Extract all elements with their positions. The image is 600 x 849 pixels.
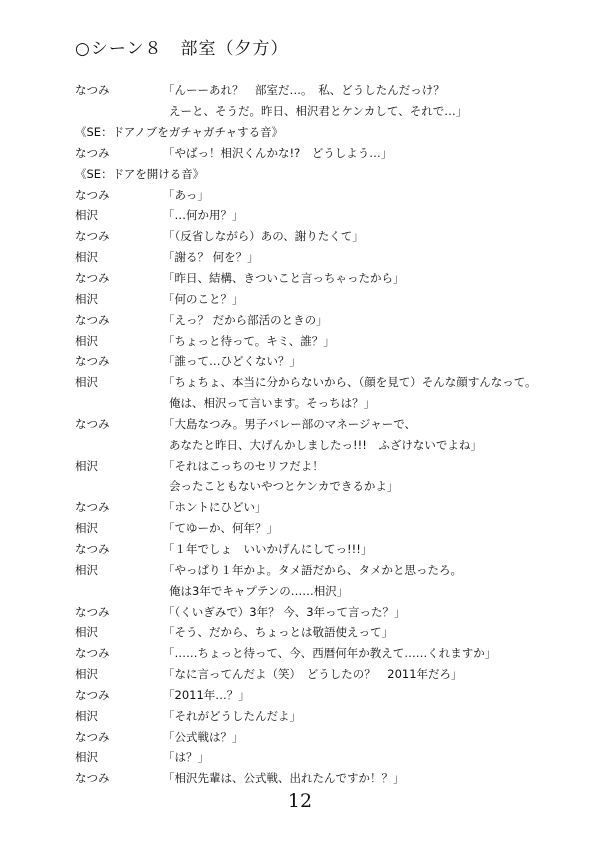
dialogue-text: 「誰って…ひどくない？」 [163, 354, 301, 369]
sound-effect-text: 《SE：ドアノブをガチャガチャする音》 [75, 125, 284, 140]
dialogue-row [75, 205, 585, 226]
speaker-name: なつみ [75, 729, 110, 744]
speaker-name: なつみ [75, 541, 110, 556]
dialogue-text: 「あっ」 [163, 187, 209, 202]
speaker-name: 相沢 [75, 291, 98, 306]
dialogue-row [75, 393, 585, 414]
speaker-name: 相沢 [75, 562, 98, 577]
dialogue-text: 「そう、だから、ちょっとは敬語使えって」 [163, 625, 393, 640]
dialogue-text: えーと、そうだ。昨日、相沢君とケンカして、それで…」 [169, 104, 468, 119]
dialogue-text: 「謝る？ 何を？」 [163, 250, 259, 265]
dialogue-text: 「相沢先輩は、公式戦、出れたんですか！？」 [163, 771, 405, 786]
dialogue-row [75, 643, 585, 664]
dialogue-text: 「（くいぎみで）3年？ 今、3年って言った？」 [163, 604, 406, 619]
dialogue-text: 「んーーあれ？ 部室だ…。 私、どうしたんだっけ？ [163, 83, 445, 98]
dialogue-text: 「やっぱり１年かよ。タメ語だから、タメかと思ったろ。 [163, 562, 462, 577]
dialogue-row [75, 518, 585, 539]
dialogue-text: 「それがどうしたんだよ」 [163, 708, 301, 723]
dialogue-row [75, 455, 585, 476]
speaker-name: 相沢 [75, 667, 98, 682]
speaker-name: 相沢 [75, 521, 98, 536]
dialogue-text: 「なに言ってんだよ（笑） どうしたの？ 2011年だろ」 [163, 667, 463, 682]
dialogue-row [75, 288, 585, 309]
dialogue-row [75, 434, 585, 455]
speaker-name: なつみ [75, 229, 110, 244]
dialogue-text: 「大島なつみ。男子バレー部のマネージャーで、 [163, 416, 416, 431]
dialogue-row [75, 101, 585, 122]
dialogue-row [75, 184, 585, 205]
speaker-name: 相沢 [75, 458, 98, 473]
dialogue-text: 俺は、相沢って言います。そっちは？」 [169, 396, 376, 411]
dialogue-text: 「何のこと？」 [163, 291, 244, 306]
speaker-name: なつみ [75, 500, 110, 515]
speaker-name: なつみ [75, 83, 110, 98]
dialogue-text: 「……ちょっと待って、今、西暦何年か教えて……くれますか」 [163, 646, 497, 661]
speaker-name: なつみ [75, 271, 110, 286]
speaker-name: なつみ [75, 187, 110, 202]
scene-heading: ○シーン８ 部室（夕方） [75, 39, 289, 59]
dialogue-row [75, 309, 585, 330]
speaker-name: なつみ [75, 416, 110, 431]
dialogue-row [75, 414, 585, 435]
page-number: 12 [287, 790, 313, 812]
dialogue-text: 「…何か用？」 [163, 208, 244, 223]
speaker-name: 相沢 [75, 208, 98, 223]
dialogue-row [75, 726, 585, 747]
speaker-name: 相沢 [75, 708, 98, 723]
dialogue-row [75, 330, 585, 351]
dialogue-row [75, 580, 585, 601]
dialogue-text: 「公式戦は？」 [163, 729, 244, 744]
dialogue-row [75, 247, 585, 268]
sound-effect-text: 《SE：ドアを開ける音》 [75, 166, 205, 181]
dialogue-text: 会ったこともないやつとケンカできるかよ」 [169, 479, 399, 494]
dialogue-text: 「ちょっと待って。キミ、誰？」 [163, 333, 335, 348]
dialogue-text: 「2011年…？」 [163, 687, 250, 702]
dialogue-row [75, 684, 585, 705]
sound-effect-row [75, 122, 585, 143]
speaker-name: なつみ [75, 687, 110, 702]
dialogue-row [75, 497, 585, 518]
dialogue-row [75, 143, 585, 164]
dialogue-row [75, 226, 585, 247]
dialogue-row [75, 768, 585, 789]
dialogue-row [75, 664, 585, 685]
dialogue-text: 「ホントにひどい」 [163, 500, 267, 515]
speaker-name: なつみ [75, 604, 110, 619]
dialogue-text: 「（反省しながら）あの、謝りたくて」 [163, 229, 364, 244]
dialogue-row [75, 80, 585, 101]
script-body [75, 80, 585, 789]
dialogue-text: 「それはこっちのセリフだよ！ [163, 458, 324, 473]
dialogue-row [75, 747, 585, 768]
dialogue-text: 「やばっ！相沢くんかな!? どうしよう…」 [163, 145, 393, 160]
speaker-name: 相沢 [75, 625, 98, 640]
dialogue-text: 俺は3年でキャプテンの……相沢」 [169, 583, 349, 598]
dialogue-text: 「てゆーか、何年？」 [163, 521, 278, 536]
dialogue-text: 「１年でしょ いいかげんにしてっ!!!」 [163, 541, 373, 556]
speaker-name: 相沢 [75, 750, 98, 765]
dialogue-row [75, 539, 585, 560]
dialogue-text: 「昨日、結構、きついこと言っちゃったから」 [163, 271, 405, 286]
dialogue-row [75, 268, 585, 289]
speaker-name: なつみ [75, 312, 110, 327]
speaker-name: なつみ [75, 354, 110, 369]
dialogue-text: あなたと昨日、大げんかしましたっ!!! ふざけないでよね」 [169, 437, 482, 452]
speaker-name: なつみ [75, 145, 110, 160]
dialogue-row [75, 372, 585, 393]
dialogue-row [75, 622, 585, 643]
speaker-name: なつみ [75, 771, 110, 786]
dialogue-row [75, 559, 585, 580]
dialogue-row [75, 476, 585, 497]
sound-effect-row [75, 163, 585, 184]
dialogue-text: 「えっ？ だから部活のときの」 [163, 312, 328, 327]
dialogue-row [75, 705, 585, 726]
speaker-name: 相沢 [75, 250, 98, 265]
speaker-name: 相沢 [75, 375, 98, 390]
dialogue-row [75, 601, 585, 622]
dialogue-text: 「は？」 [163, 750, 209, 765]
speaker-name: なつみ [75, 646, 110, 661]
speaker-name: 相沢 [75, 333, 98, 348]
dialogue-text: 「ちょちょ、本当に分からないから、（顔を見て）そんな顔すんなって。 [163, 375, 537, 390]
dialogue-row [75, 351, 585, 372]
